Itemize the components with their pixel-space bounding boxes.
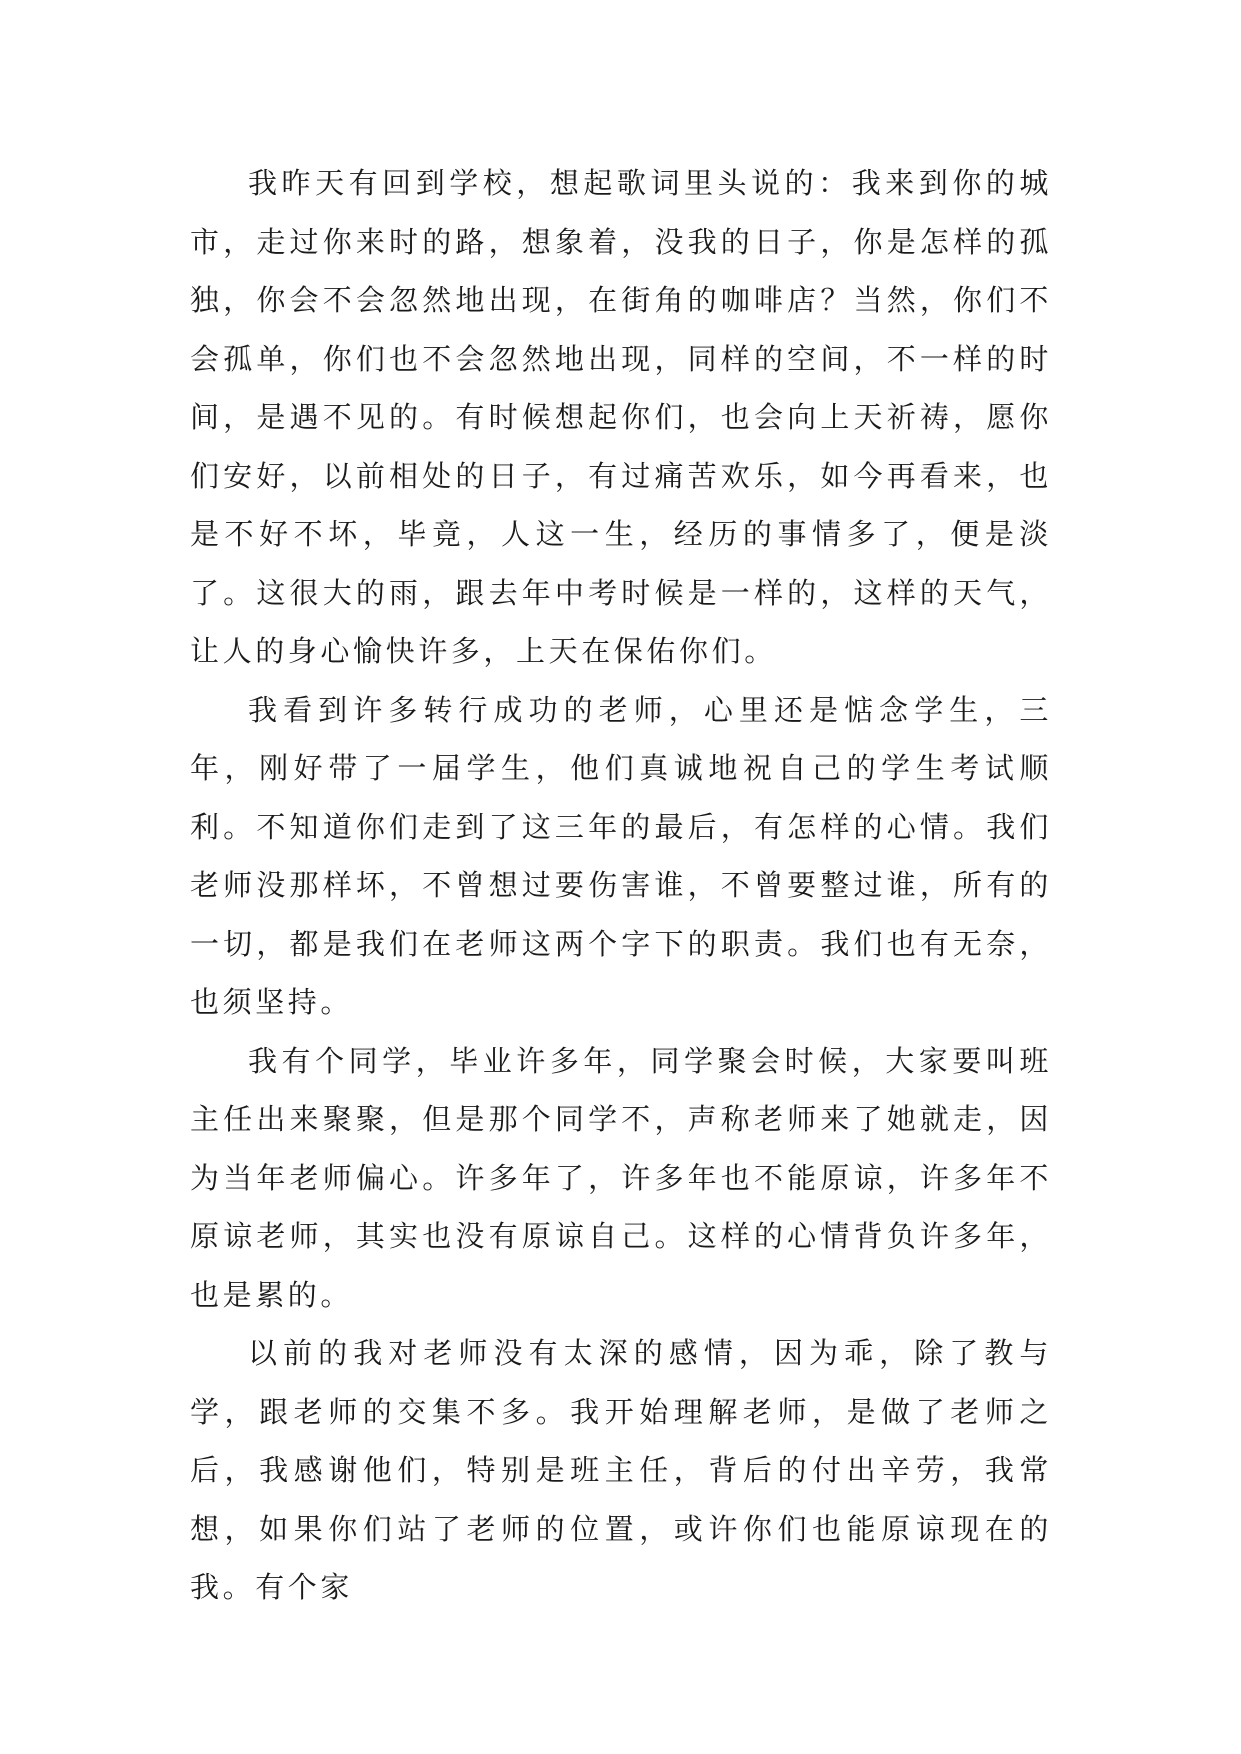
paragraph-4: 以前的我对老师没有太深的感情，因为乖，除了教与学，跟老师的交集不多。我开始理解老师，是做了老师之后，我感谢他们，特别是班主任，背后的付出辛劳，我常想，如果你们站了老师的位置，或许你们也能原谅现在的我。有个家 [190, 1336, 1052, 1604]
paragraph-2: 我看到许多转行成功的老师，心里还是惦念学生，三年，刚好带了一届学生，他们真诚地祝自己的学生考试顺利。不知道你们走到了这三年的最后，有怎样的心情。我们老师没那样坏，不曾想过要伤害谁，不曾要整过谁，所有的一切，都是我们在老师这两个字下的职责。我们也有无奈，也须坚持。 [190, 692, 1052, 1019]
paragraph-3: 我有个同学，毕业许多年，同学聚会时候，大家要叫班主任出来聚聚，但是那个同学不，声称老师来了她就走，因为当年老师偏心。许多年了，许多年也不能原谅，许多年不原谅老师，其实也没有原谅自己。这样的心情背负许多年，也是累的。 [190, 1043, 1052, 1312]
paragraph-1: 我昨天有回到学校，想起歌词里头说的：我来到你的城市，走过你来时的路，想象着，没我的日子，你是怎样的孤独，你会不会忽然地出现，在街角的咖啡店？当然，你们不会孤单，你们也不会忽然地出现，同样的空间，不一样的时间，是遇不见的。有时候想起你们，也会向上天祈祷，愿你们安好，以前相处的日子，有过痛苦欢乐，如今再看来，也是不好不坏，毕竟，人这一生，经历的事情多了，便是淡了。这很大的雨，跟去年中考时候是一样的，这样的天气，让人的身心愉快许多，上天在保佑你们。 [190, 166, 1052, 668]
document-body [190, 154, 1052, 1617]
